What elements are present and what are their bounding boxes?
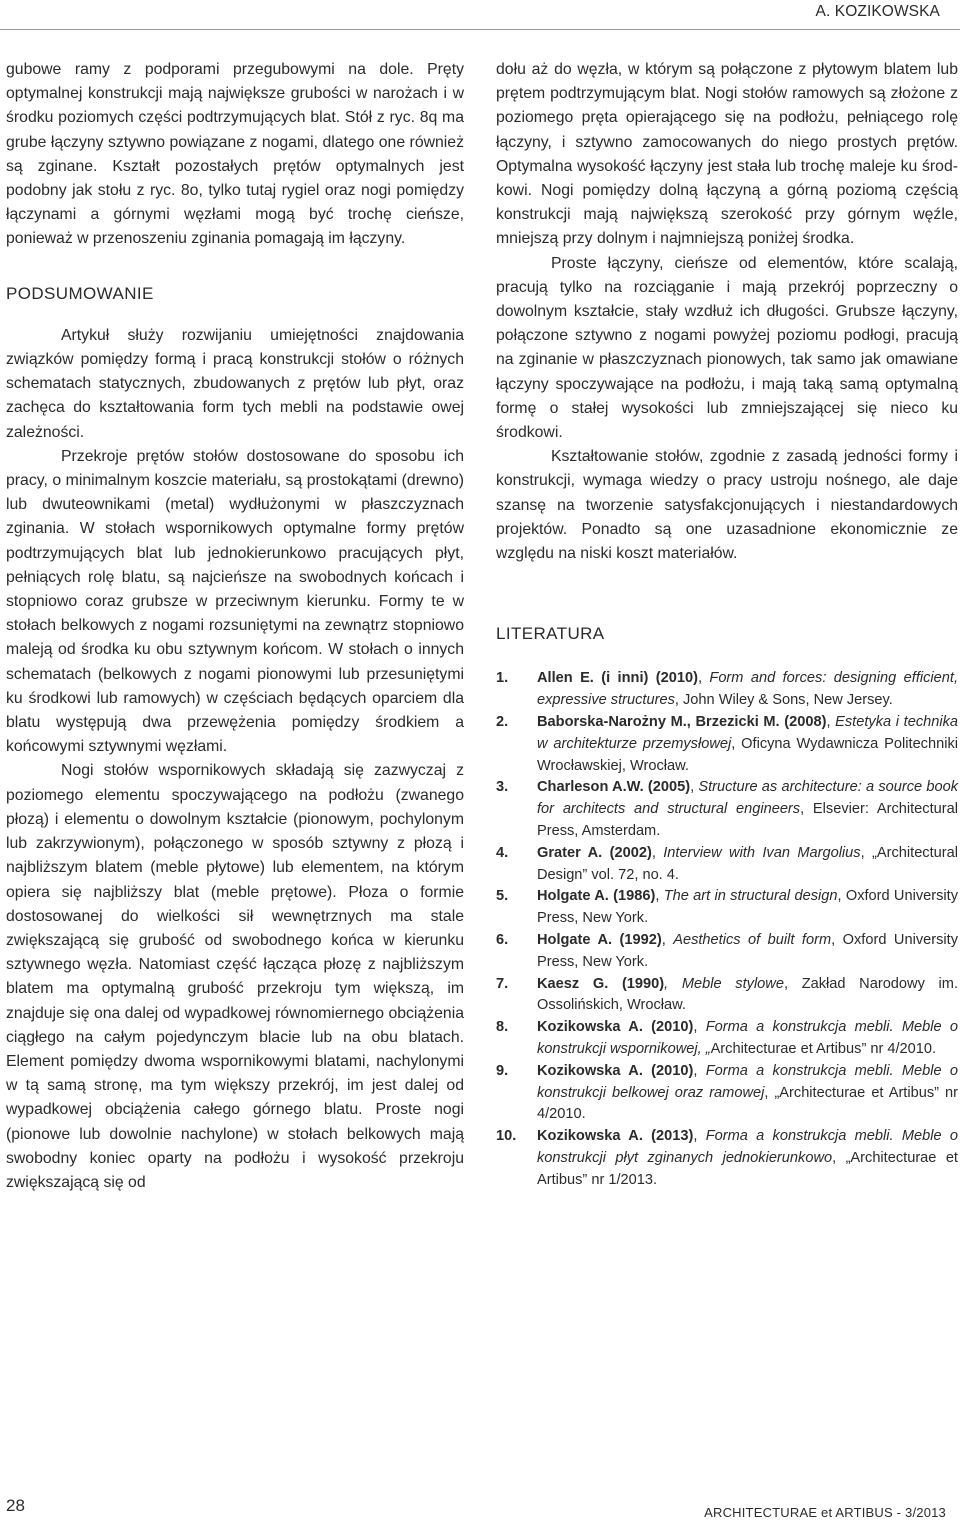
reference-title: Structure as architecture: a source book for architects and structural engineers <box>537 779 958 818</box>
reference-title: Interview with Ivan Margolius <box>663 844 861 861</box>
reference-details: , John Wiley & Sons, New Jersey. <box>674 692 893 709</box>
reference-author: Kozikowska A. (2010) <box>537 1062 694 1079</box>
body-paragraph: Kształtowanie stołów, zgodnie z zasadą jedności formy i konstrukcji, wymaga wiedzy o pracy ustroju nośnego, ale daje szansę na tworzenie satysfakcjonujących i niestandardowych projektów. Ponadto są one uzasadnione ekonomicznie ze względu na niski koszt materiałów. <box>496 448 958 563</box>
reference-title: Estetyka i technika w architekturze przemysłowej <box>537 714 958 752</box>
body-paragraph: Nogi stołów wspornikowych składają się zazwyczaj z poziomego elementu spoczywającego na podłożu (zwanego płozą) i elementu o dowolnym kształcie (pionowym, pochylonym lub zakrzywionym), połączonego w sposób sztywny z płozą i najbliższym blatem (meble płytowe) lub elementem, na którym opiera się najbliższy blat (meble prętowe). Płoza o formie dostosowanej do wielkości sił wewnętrznych ma stale zwiększającą się grubość od swobodnego końca w kierunku sztywnego węzła. Natomiast część łącząca płozę z najbliższym blatem ma optymalną grubość przekroju tym większą, im znajduje się ona dalej od wypadkowej równomiernego obciążenia ciągłego na całym pojedynczym blacie lub na obu blatach. Element pomiędzy dwoma wspornikowymi blatami, nachylonymi w tą samą stronę, ma tym większy przekrój, im jest dalej od wypadkowej obciążenia całego górnego blatu. Proste nogi (pionowe lub dowolnie nachylone) w stołach belkowych mają swobodny koniec oparty na podłożu i wysokość przekroju zwiększającą się od <box>6 762 464 1191</box>
page-number: 28 <box>6 1496 25 1515</box>
section-heading-literature: LITERATURA <box>496 624 605 644</box>
reference-details: , Oxford University Press, New York. <box>537 932 958 970</box>
reference-number: 2. <box>496 714 509 731</box>
reference-details: , Oxford University Press, New York. <box>537 888 958 927</box>
reference-item: 8. Kozikowska A. (2010), Forma a konstrukcja mebli. Meble o konstrukcji wspornikowej, „Architecturae et Artibus” nr 4/2010. <box>496 1019 958 1058</box>
reference-author: Baborska-Narożny M., Brzezicki M. (2008) <box>537 714 827 731</box>
reference-author: Allen E. (i inni) (2010) <box>537 670 698 687</box>
right-column <box>496 58 958 1192</box>
reference-author: Holgate A. (1992) <box>537 932 662 949</box>
reference-details: , Elsevier: Architectural Press, Amsterdam. <box>537 801 958 840</box>
reference-number: 6. <box>496 932 509 949</box>
reference-number: 7. <box>496 975 509 992</box>
reference-item: 3. Charleson A.W. (2005), Structure as architecture: a source book for architects and structural engineers, Elsevier: Architectural Press, Amsterdam. <box>496 779 958 840</box>
reference-title: Forma a konstrukcja mebli. Meble o konstrukcji wspornikowej, „ <box>537 1019 958 1058</box>
body-paragraph: Przekroje prętów stołów dostosowane do sposobu ich pracy, o minimalnym koszcie materiału, są prostokątami (drewno) lub dwuteownikami (metal) wydłużonymi w płaszczyznach zginania. W stołach wspornikowych optymalne formy prętów podtrzymujących blat lub jednokierunkowo pracujących płyt, pełniących rolę blatu, są najcieńsze na swobodnych końcach i stopniowo coraz grubsze w przeciwnym kierunku. Formy te w stołach belkowych z nogami rozsuniętymi na zewnątrz stopniowo maleją od środka ku obu sztywnym końcom. W stołach o innych schematach (belkowych z nogami pionowymi lub przesuniętymi ku środkowi lub ramowych) w częściach będących oparciem dla blatu występują dwa przewężenia pomiędzy środkiem a końcowymi sztywnymi węzłami. <box>6 447 464 756</box>
reference-item: 9. Kozikowska A. (2010), Forma a konstrukcja mebli. Meble o konstrukcji belkowej oraz ramowej, „Architecturae et Artibus” nr 4/2010. <box>496 1062 958 1123</box>
left-column <box>6 58 464 1195</box>
reference-details: , „Architecturae et Artibus” nr 4/2010. <box>537 1084 958 1123</box>
reference-author: Holgate A. (1986) <box>537 888 656 905</box>
reference-number: 5. <box>496 888 509 905</box>
reference-number: 8. <box>496 1019 509 1036</box>
reference-author: Kaesz G. (1990) <box>537 975 665 992</box>
reference-number: 3. <box>496 779 509 796</box>
reference-title: , Meble stylowe <box>664 975 784 992</box>
reference-title: Forma a konstrukcja mebli. Meble o konstrukcji płyt zginanych jednokierunkowo <box>537 1128 958 1166</box>
reference-item: 5. Holgate A. (1986), The art in structural design, Oxford University Press, New York. <box>496 888 958 927</box>
reference-details: , „Architectural Design” vol. 72, no. 4. <box>537 844 958 883</box>
body-paragraph: Proste łączyny, cieńsze od elementów, które scalają, pracują tylko na rozciąganie i mają przekrój poprzeczny o dowolnym kształcie, stały wzdłuż ich długości. Grubsze łączyny, połączone sztywno z nogami powyżej poziomu podłogi, pracują na zginanie w płaszczyznach pionowych, tak samo jak omawiane łączyny spoczywające na podłożu, i mają taką samą optymalną formę o stałej wysokości lub zmniejszającej się nieco ku środkowi. <box>496 254 958 442</box>
running-header: A. KOZIKOWSKA <box>815 3 940 20</box>
reference-author: Grater A. (2002) <box>537 844 652 861</box>
journal-footer: ARCHITECTURAE et ARTIBUS - 3/2013 <box>704 1505 946 1520</box>
reference-title: Aesthetics of built form <box>673 932 832 949</box>
body-paragraph: dołu aż do węzła, w którym są połączone z płytowym blatem lub prętem podtrzymującym blat. Nogi stołów ramowych są złożone z poziomego pręta opierającego się na podłożu, pełniącego rolę łączyny, i sztywno zamocowanych do niego prostych prętów. Optymalna wysokość łączyny jest stała lub trochę maleje ku środkowi. Nogi pomiędzy dolną łączyną a górną poziomą częścią konstrukcji mają największą szerokość przy górnym węźle, mniejszą przy dolnym i najmniejszą poniżej środka. <box>496 61 958 248</box>
reference-item: 4. Grater A. (2002), Interview with Ivan Margolius, „Architectural Design” vol. 72, no. 4. <box>496 844 958 883</box>
reference-title: Form and forces: designing efficient, expressive structures <box>537 670 958 709</box>
reference-author: Kozikowska A. (2010) <box>537 1019 694 1036</box>
reference-author: Kozikowska A. (2013) <box>537 1128 694 1145</box>
header-rule <box>0 29 960 30</box>
reference-title: Forma a konstrukcja mebli. Meble o konstrukcji belkowej oraz ramowej <box>537 1062 958 1101</box>
reference-details: Architecturae et Artibus” nr 4/2010. <box>710 1041 937 1058</box>
reference-details: , Zakład Narodowy im. Ossolińskich, Wrocław. <box>537 975 959 1014</box>
reference-number: 10. <box>496 1128 517 1145</box>
reference-number: 4. <box>496 844 509 861</box>
reference-item: 1. Allen E. (i inni) (2010), Form and forces: designing efficient, expressive structures, John Wiley & Sons, New Jersey. <box>496 670 958 709</box>
reference-details: , „Architecturae et Artibus” nr 1/2013. <box>537 1150 958 1188</box>
reference-number: 9. <box>496 1062 509 1079</box>
reference-item <box>496 974 958 1018</box>
reference-item: 10. Kozikowska A. (2013), Forma a konstrukcja mebli. Meble o konstrukcji płyt zginanych jednokierunkowo, „Architecturae et Artibus” nr 1/2013. <box>496 1128 958 1188</box>
reference-details: , Oficyna Wydawnicza Politechniki Wrocławskiej, Wrocław. <box>537 735 958 774</box>
reference-list <box>496 668 958 1191</box>
section-heading-summary: PODSUMOWANIE <box>6 283 154 303</box>
reference-number: 1. <box>496 670 509 687</box>
body-paragraph: Artykuł służy rozwijaniu umiejętności znajdowania związków pomiędzy formą i pracą konstrukcji stołów o różnych schematach statycznych, zbudowanych z prętów lub płyt, oraz zachęca do kształtowania form tych mebli na podstawie owej zależności. <box>6 326 464 441</box>
reference-item: 6. Holgate A. (1992), Aesthetics of built form, Oxford University Press, New York. <box>496 932 958 970</box>
intro-paragraph: gubowe ramy z podporami przegubowymi na dole. Pręty optymalnej konstrukcji mają największe grubości w narożach i w środku poziomych części podtrzymujących blat. Stół z ryc. 8q ma grube łączyny sztywno powiązane z nogami, dlatego one również są zginane. Kształt pozostałych prętów optymalnych jest podobny jak stołu z ryc. 8o, tylko tutaj rygiel oraz nogi pomiędzy łączynami a górnymi węzłami mogą być trochę cieńsze, ponieważ w przenoszeniu zginania pomagają im łączyny. <box>6 61 464 248</box>
reference-title: The art in structural design <box>663 888 838 905</box>
reference-author: Charleson A.W. (2005) <box>537 779 691 796</box>
reference-item: 2. Baborska-Narożny M., Brzezicki M. (2008), Estetyka i technika w architekturze przemysłowej, Oficyna Wydawnicza Politechniki Wrocławskiej, Wrocław. <box>496 714 958 774</box>
